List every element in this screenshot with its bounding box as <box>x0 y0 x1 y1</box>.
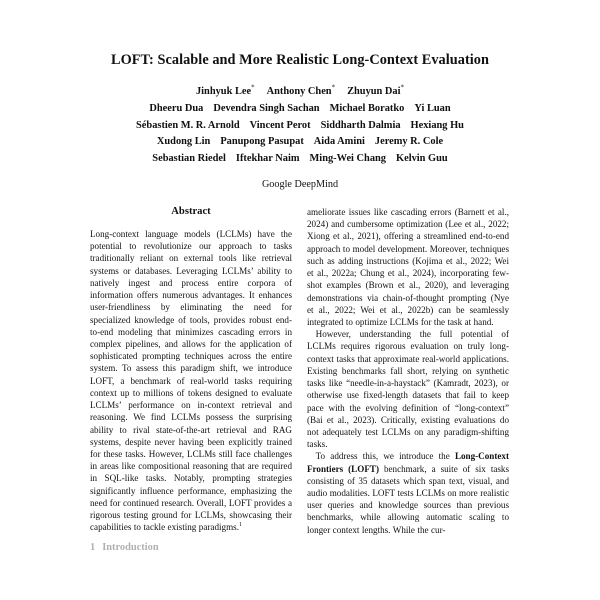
introduction-paragraphs <box>307 206 509 536</box>
author-name: Siddharth Dalmia <box>320 119 401 131</box>
column-left <box>90 206 292 600</box>
author-name: Jinhyuk Lee* <box>195 83 255 97</box>
column-right <box>307 206 509 600</box>
author-line <box>76 84 524 101</box>
author-name: Panupong Pasupat <box>220 136 304 148</box>
author-name: Anthony Chen* <box>266 83 336 97</box>
body-columns <box>0 206 600 600</box>
body-paragraph: However, understanding the full potential of LCLMs requires rigorous evaluation on truly long-context tasks that approximate real-world applications. Existing benchmarks fall short, relying on synthetic tasks like “needle-in-a-haystack” (Kamradt, 2023), or otherwise use fixed-length datasets that fail to keep pace with the evolving definition of “long-context” (Bai et al., 2023). Critically, existing evaluations do not adequately test LCLMs on any paradigm-shifting tasks. <box>307 329 509 450</box>
author-name: Dheeru Dua <box>149 102 204 114</box>
section-title: Introduction <box>102 542 159 554</box>
author-footnote-marker: * <box>331 83 336 92</box>
author-name: Ming-Wei Chang <box>309 153 386 165</box>
section-number: 1 <box>90 542 96 554</box>
author-footnote-marker: * <box>251 83 255 92</box>
title-block <box>0 0 600 190</box>
author-line <box>76 118 524 135</box>
author-name: Hexiang Hu <box>410 119 464 131</box>
abstract-heading: Abstract <box>171 206 211 217</box>
author-name: Yi Luan <box>414 102 451 114</box>
body-paragraph: To address this, we introduce the Long-Context Frontiers (LOFT) benchmark, a suite of six tasks consisting of 35 datasets which span text, visual, and audio modalities. LOFT tests LCLMs on more realistic user queries and knowledge sources than previous benchmarks, while allowing automatic scaling to longer context lengths. While the cur- <box>307 451 509 535</box>
author-name: Zhuyun Dai* <box>347 83 405 97</box>
author-list <box>60 84 540 168</box>
author-name: Sebastian Riedel <box>152 153 226 165</box>
author-name: Vincent Perot <box>249 119 311 131</box>
body-paragraph: ameliorate issues like cascading errors (Barnett et al., 2024) and cumbersome optimization (Lee et al., 2022; Xiong et al., 2021), offering a streamlined end-to-end approach to model development. Moreover, techniques such as adding instructions (Kojima et al., 2022; Wei et al., 2022a; Chung et al., 2024), incorporating few-shot examples (Brown et al., 2020), and leveraging demonstrations via chain-of-thought prompting (Nye et al., 2022; Wei et al., 2022b) can be seamlessly integrated to optimize LCLMs for the task at hand. <box>307 207 509 327</box>
author-name: Michael Boratko <box>329 102 405 114</box>
author-name: Kelvin Guu <box>396 153 448 165</box>
affiliation: Google DeepMind <box>261 179 339 191</box>
abstract-body: Long-context language models (LCLMs) have the potential to revolutionize our approach to tasks traditionally reliant on external tools like retrieval systems or databases. Leveraging LCLMs’ ability to natively ingest and process entire corpora of information offers numerous advantages. It enhances user-friendliness by eliminating the need for specialized knowledge of tools, provides robust end-to-end modeling that minimizes cascading errors in complex pipelines, and allows for the application of sophisticated prompting techniques across the entire system. To assess this paradigm shift, we introduce LOFT, a benchmark of real-world tasks requiring context up to millions of tokens designed to evaluate LCLMs’ performance on in-context retrieval and reasoning. We find LCLMs possess the surprising ability to rival state-of-the-art retrieval and RAG systems, despite never having been explicitly trained for these tasks. However, LCLMs still face challenges in areas like compositional reasoning that are required in SQL-like tasks. Notably, prompting strategies significantly influence performance, emphasizing the need for continued research. Overall, LOFT provides a rigorous testing ground for LCLMs, showcasing their capabilities to tackle existing paradigms.$^1$ <box>90 229 292 533</box>
author-name: Aida Amini <box>313 136 365 148</box>
author-name: Xudong Lin <box>156 136 211 148</box>
introduction-heading-partial <box>90 542 292 553</box>
benchmark-name: Long-Context Frontiers (LOFT) <box>307 451 509 474</box>
author-name: Devendra Singh Sachan <box>213 102 320 114</box>
author-line <box>76 134 524 151</box>
author-name: Sébastien M. R. Arnold <box>136 119 240 131</box>
author-line <box>76 151 524 168</box>
author-footnote-marker: * <box>400 83 405 92</box>
footnote-marker: 1 <box>238 521 243 529</box>
author-name: Iftekhar Naim <box>235 153 300 165</box>
author-name: Jeremy R. Cole <box>374 136 444 148</box>
page-title: LOFT: Scalable and More Realistic Long-Context Evaluation <box>110 52 489 68</box>
author-line <box>76 101 524 118</box>
